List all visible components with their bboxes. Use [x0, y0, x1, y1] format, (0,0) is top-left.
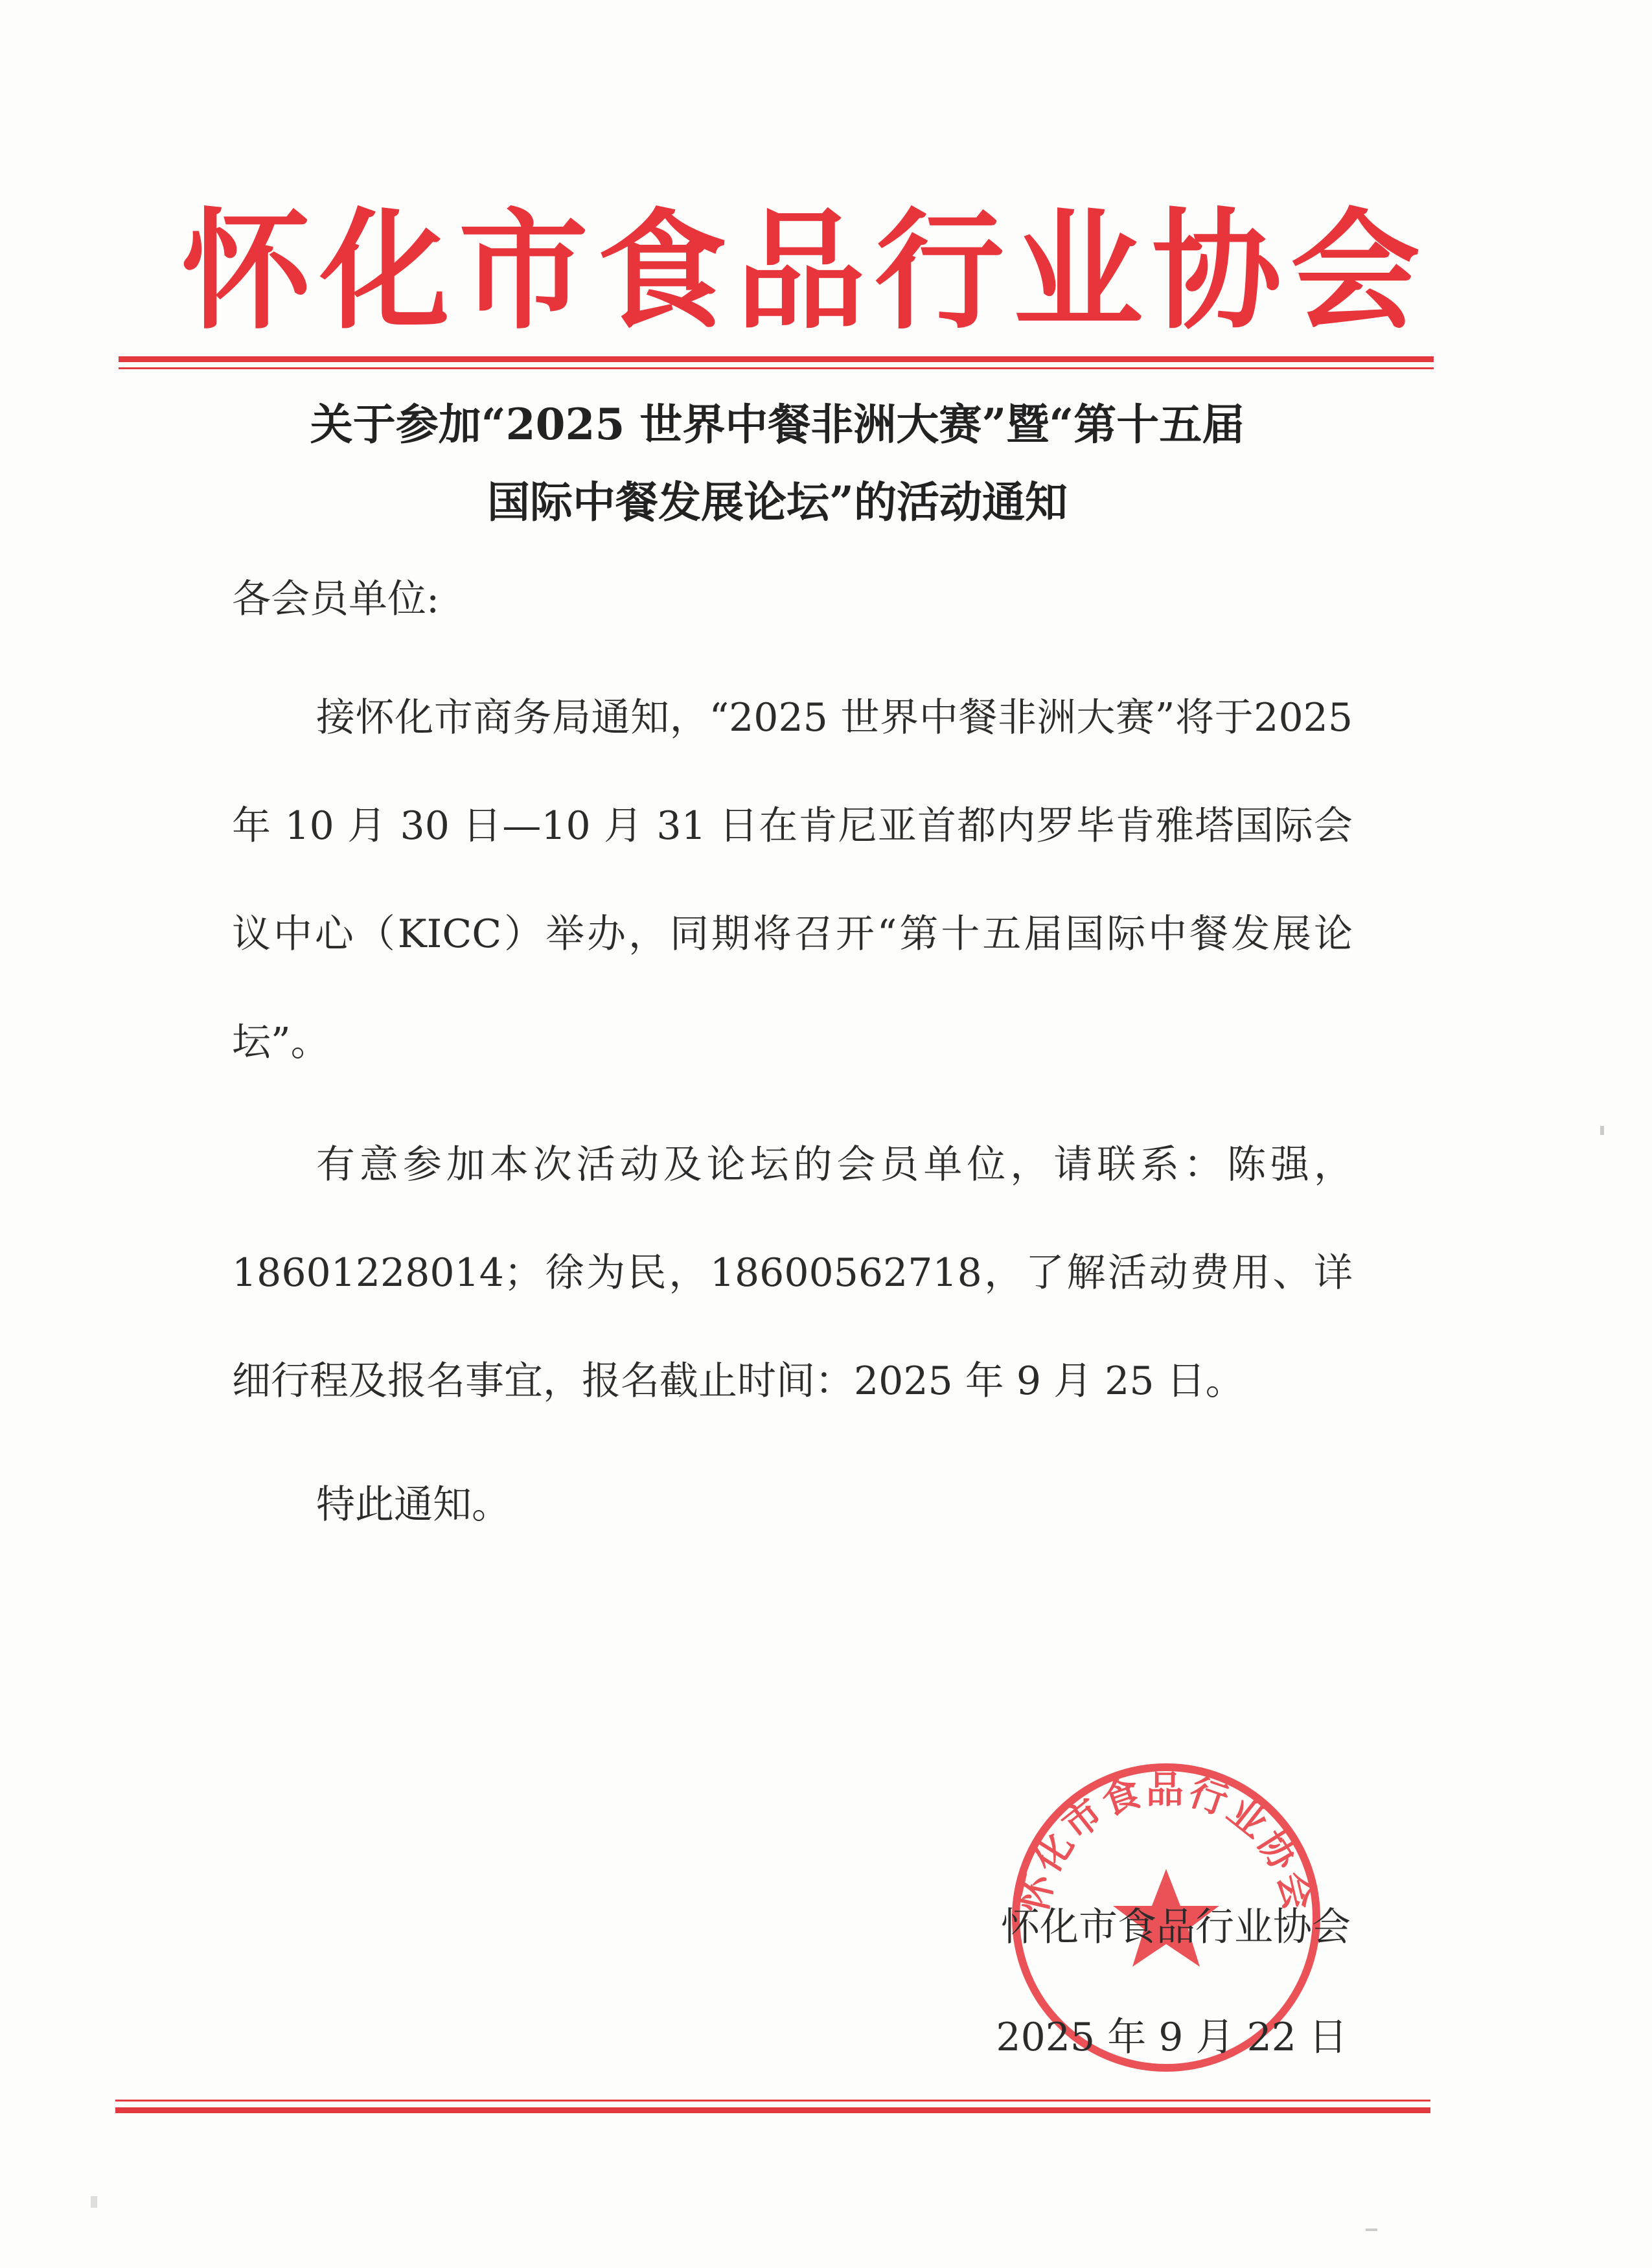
seal-text: 怀化市食品行业协会: [1011, 1767, 1322, 1917]
salutation: 各会员单位:: [232, 577, 440, 622]
header-divider-thin: [119, 367, 1434, 369]
footer-divider: [115, 2107, 1430, 2113]
body-paragraph-2: 有意参加本次活动及论坛的会员单位，请联系：陈强，18601228014；徐为民，18600562718，了解活动费用、详细行程及报名事宜，报名截止时间：2025 年 9 月 25 日。: [232, 1142, 1353, 1404]
closing-line: 特此通知。: [316, 1482, 511, 1528]
signature-date: 2025 年 9 月 22 日: [996, 2015, 1348, 2060]
footer-divider-thin: [115, 2100, 1430, 2102]
scan-speck: [91, 2196, 97, 2208]
notice-title-line-2: 国际中餐发展论坛”的活动通知: [487, 477, 1068, 527]
notice-title-line-1: 关于参加“2025 世界中餐非洲大赛”暨“第十五届: [310, 399, 1245, 450]
scan-speck: [1600, 1126, 1604, 1135]
body-paragraph-1: 接怀化市商务局通知，“2025 世界中餐非洲大赛”将于2025 年 10 月 30 日—10 月 31 日在肯尼亚首都内罗毕肯雅塔国际会议中心（KICC）举办，同期将召开“第十五届国际中餐发展论坛”。: [232, 695, 1353, 1065]
header-divider: [119, 356, 1434, 362]
scan-speck: [1366, 2228, 1377, 2231]
letterhead-title: 怀化市食品行业协会: [181, 196, 1430, 347]
signature-organization: 怀化市食品行业协会: [1001, 1905, 1351, 1950]
